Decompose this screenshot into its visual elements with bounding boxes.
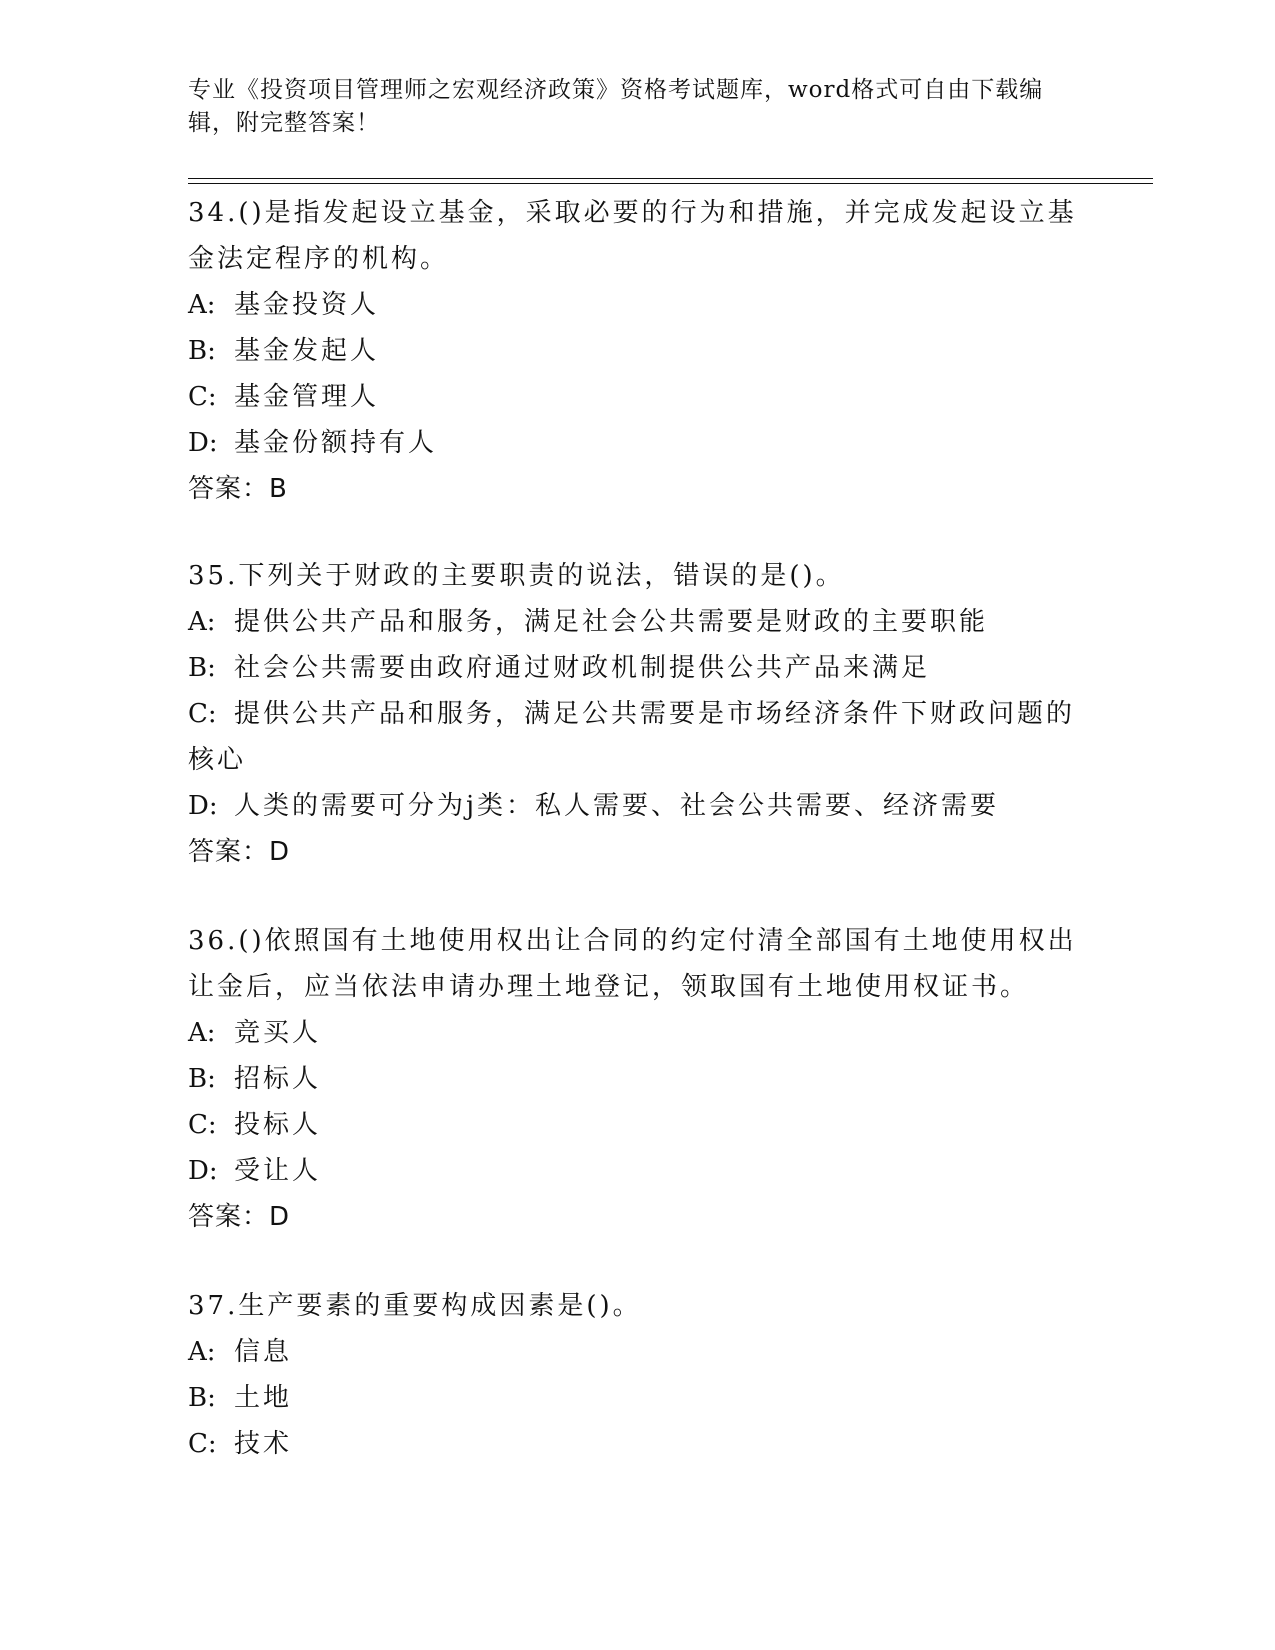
option-text: 基金发起人 [234,336,380,366]
option-text: 提供公共产品和服务，满足公共需要是市场经济条件下财政问题的核心 [188,699,1076,775]
option-letter: A: [188,1337,216,1367]
header-rule-bottom [188,183,1153,184]
question-37 [188,1283,1088,1467]
question-stem: 36.()依照国有土地使用权出让合同的约定付清全部国有土地使用权出让金后，应当依法申请办理土地登记，领取国有土地使用权证书。 [188,926,1077,1002]
question-36 [188,918,1088,1240]
option-a [188,599,1088,645]
option-text: 提供公共产品和服务，满足社会公共需要是财政的主要职能 [234,607,989,637]
option-letter: C: [188,699,217,729]
answer-line: 答案：D [188,1202,291,1232]
option-text: 基金管理人 [234,382,380,412]
question-stem: 34.()是指发起设立基金，采取必要的行为和措施，并完成发起设立基金法定程序的机构。 [188,198,1077,274]
option-letter: D: [188,1156,218,1186]
option-letter: B: [188,336,216,366]
option-c [188,374,1088,420]
option-letter: C: [188,1110,217,1140]
option-text: 人类的需要可分为j类：私人需要、社会公共需要、经济需要 [234,791,1000,821]
option-b [188,645,1088,691]
option-d [188,420,1088,466]
option-text: 社会公共需要由政府通过财政机制提供公共产品来满足 [234,653,931,683]
option-text: 招标人 [234,1064,322,1094]
option-text: 受让人 [234,1156,322,1186]
option-b [188,328,1088,374]
option-text: 信息 [234,1337,293,1367]
option-text: 竞买人 [234,1018,322,1048]
option-text: 土地 [234,1383,293,1413]
option-a [188,282,1088,328]
question-stem: 35.下列关于财政的主要职责的说法，错误的是()。 [188,561,845,591]
option-letter: A: [188,290,216,320]
option-letter: A: [188,607,216,637]
question-34 [188,190,1088,512]
question-35 [188,553,1088,875]
option-letter: D: [188,791,218,821]
option-letter: C: [188,382,217,412]
option-b [188,1056,1088,1102]
header-note: 专业《投资项目管理师之宏观经济政策》资格考试题库，word格式可自由下载编辑，附完整答案！ [188,77,1044,136]
option-text: 基金投资人 [234,290,380,320]
option-letter: C: [188,1429,217,1459]
option-letter: B: [188,653,216,683]
option-letter: D: [188,428,218,458]
answer-line: 答案：B [188,474,288,504]
option-text: 投标人 [234,1110,322,1140]
option-text: 基金份额持有人 [234,428,438,458]
answer-line: 答案：D [188,837,291,867]
option-c [188,691,1088,783]
option-a [188,1329,1088,1375]
option-letter: B: [188,1064,216,1094]
option-c [188,1102,1088,1148]
option-d [188,1148,1088,1194]
question-stem: 37.生产要素的重要构成因素是()。 [188,1291,642,1321]
option-c [188,1421,1088,1467]
option-letter: A: [188,1018,216,1048]
option-letter: B: [188,1383,216,1413]
option-a [188,1010,1088,1056]
option-text: 技术 [234,1429,293,1459]
option-b [188,1375,1088,1421]
header-rule-top [188,178,1153,179]
option-d [188,783,1088,829]
